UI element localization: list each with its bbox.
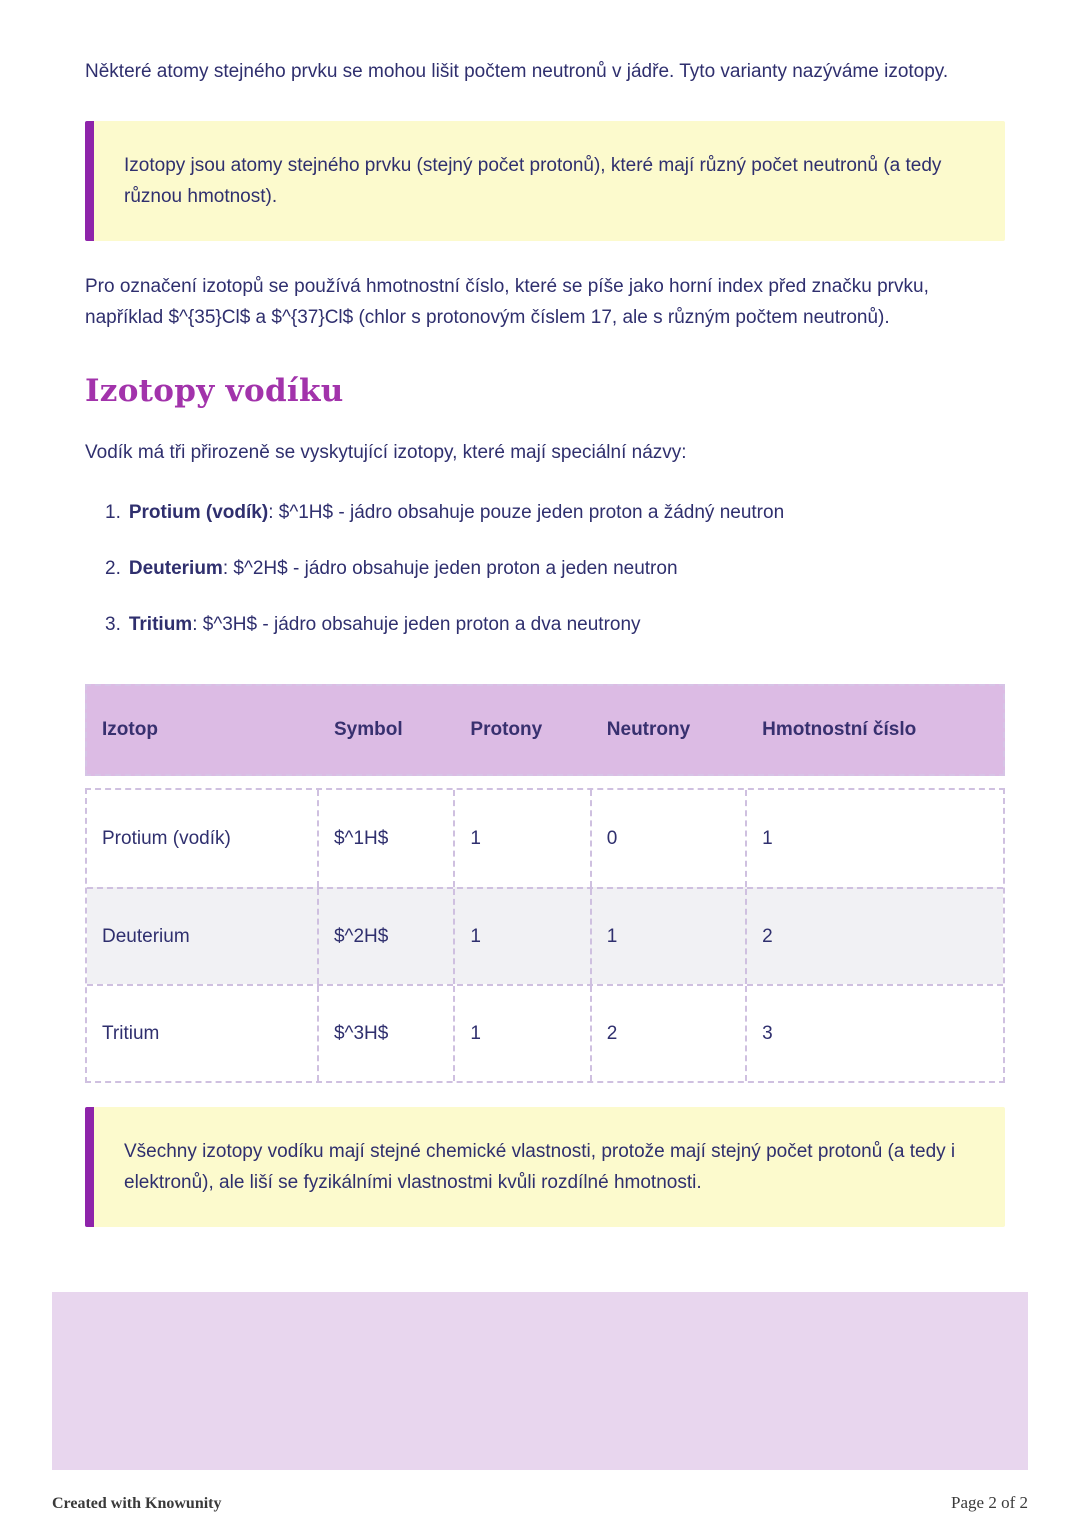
table-header-cell: Hmotnostní číslo	[762, 719, 917, 740]
table-header-cell: Symbol	[333, 719, 403, 740]
table-cell: 3	[762, 1022, 773, 1044]
table-cell: $^3H$	[319, 986, 455, 1081]
mass-number-paragraph: Pro označení izotopů se používá hmotnostní číslo, které se píše jako horní index před značku prvku, například $^{35}Cl$ a $^{37}Cl$ (chlor s protonovým číslem 17, ale s různým počtem neutronů).	[85, 276, 929, 328]
section-heading: Izotopy vodíku	[85, 373, 344, 409]
list-item-term: Deuterium	[128, 558, 223, 579]
table-row	[87, 887, 1003, 984]
table-cell: Protium (vodík)	[87, 790, 319, 887]
list-item-number: 3.	[105, 614, 121, 635]
table-cell: Deuterium	[87, 889, 319, 984]
properties-callout	[85, 1107, 1005, 1227]
table-cell: 2	[592, 986, 747, 1081]
list-item-number: 1.	[105, 502, 121, 523]
table-header-cell: Protony	[470, 719, 543, 740]
table-header-row	[85, 684, 1005, 776]
section-intro-paragraph: Vodík má tři přirozeně se vyskytující izotopy, které mají speciální názvy:	[85, 442, 687, 463]
list-item-number: 2.	[105, 558, 121, 579]
list-item-term: Protium (vodík)	[128, 502, 269, 523]
isotope-table	[85, 684, 1005, 1083]
table-cell: $^2H$	[319, 889, 455, 984]
table-row	[87, 790, 1003, 887]
list-item-description: : $^2H$ - jádro obsahuje jeden proton a jeden neutron	[222, 558, 678, 579]
table-header-cell: Izotop	[102, 719, 158, 740]
footer-branding: Created with Knowunity	[52, 1495, 222, 1512]
isotope-list	[85, 498, 1005, 639]
table-row	[87, 984, 1003, 1081]
table-header-cell: Neutrony	[606, 719, 691, 740]
definition-callout	[85, 121, 1005, 241]
table-cell: $^1H$	[319, 790, 455, 887]
definition-callout-text: Izotopy jsou atomy stejného prvku (stejný počet protonů), které mají různý počet neutronů (a tedy různou hmotnost).	[124, 155, 942, 207]
table-cell: Tritium	[87, 986, 319, 1081]
list-item-description: : $^3H$ - jádro obsahuje jeden proton a dva neutrony	[192, 614, 641, 635]
page-number: Page 2 of 2	[951, 1493, 1028, 1512]
page-footer	[52, 1493, 1028, 1513]
table-cell: 1	[762, 827, 773, 849]
properties-callout-text: Všechny izotopy vodíku mají stejné chemické vlastnosti, protože mají stejný počet protonů (a tedy i elektronů), ale liší se fyzikálními vlastnostmi kvůli rozdílné hmotnosti.	[124, 1141, 956, 1193]
table-cell: 1	[455, 790, 591, 887]
table-cell: 2	[762, 925, 773, 947]
document-content	[52, 0, 1028, 1227]
list-item	[105, 498, 1005, 527]
table-body	[85, 788, 1005, 1083]
list-item-term: Tritium	[128, 614, 193, 635]
list-item	[105, 610, 1005, 639]
table-cell: 1	[592, 889, 747, 984]
list-item	[105, 554, 1005, 583]
table-cell: 1	[455, 986, 591, 1081]
intro-paragraph: Některé atomy stejného prvku se mohou lišit počtem neutronů v jádře. Tyto varianty nazýváme izotopy.	[85, 61, 949, 82]
table-cell: 0	[592, 790, 747, 887]
decorative-block	[52, 1292, 1028, 1470]
list-item-description: : $^1H$ - jádro obsahuje pouze jeden proton a žádný neutron	[268, 502, 785, 523]
table-cell: 1	[455, 889, 591, 984]
